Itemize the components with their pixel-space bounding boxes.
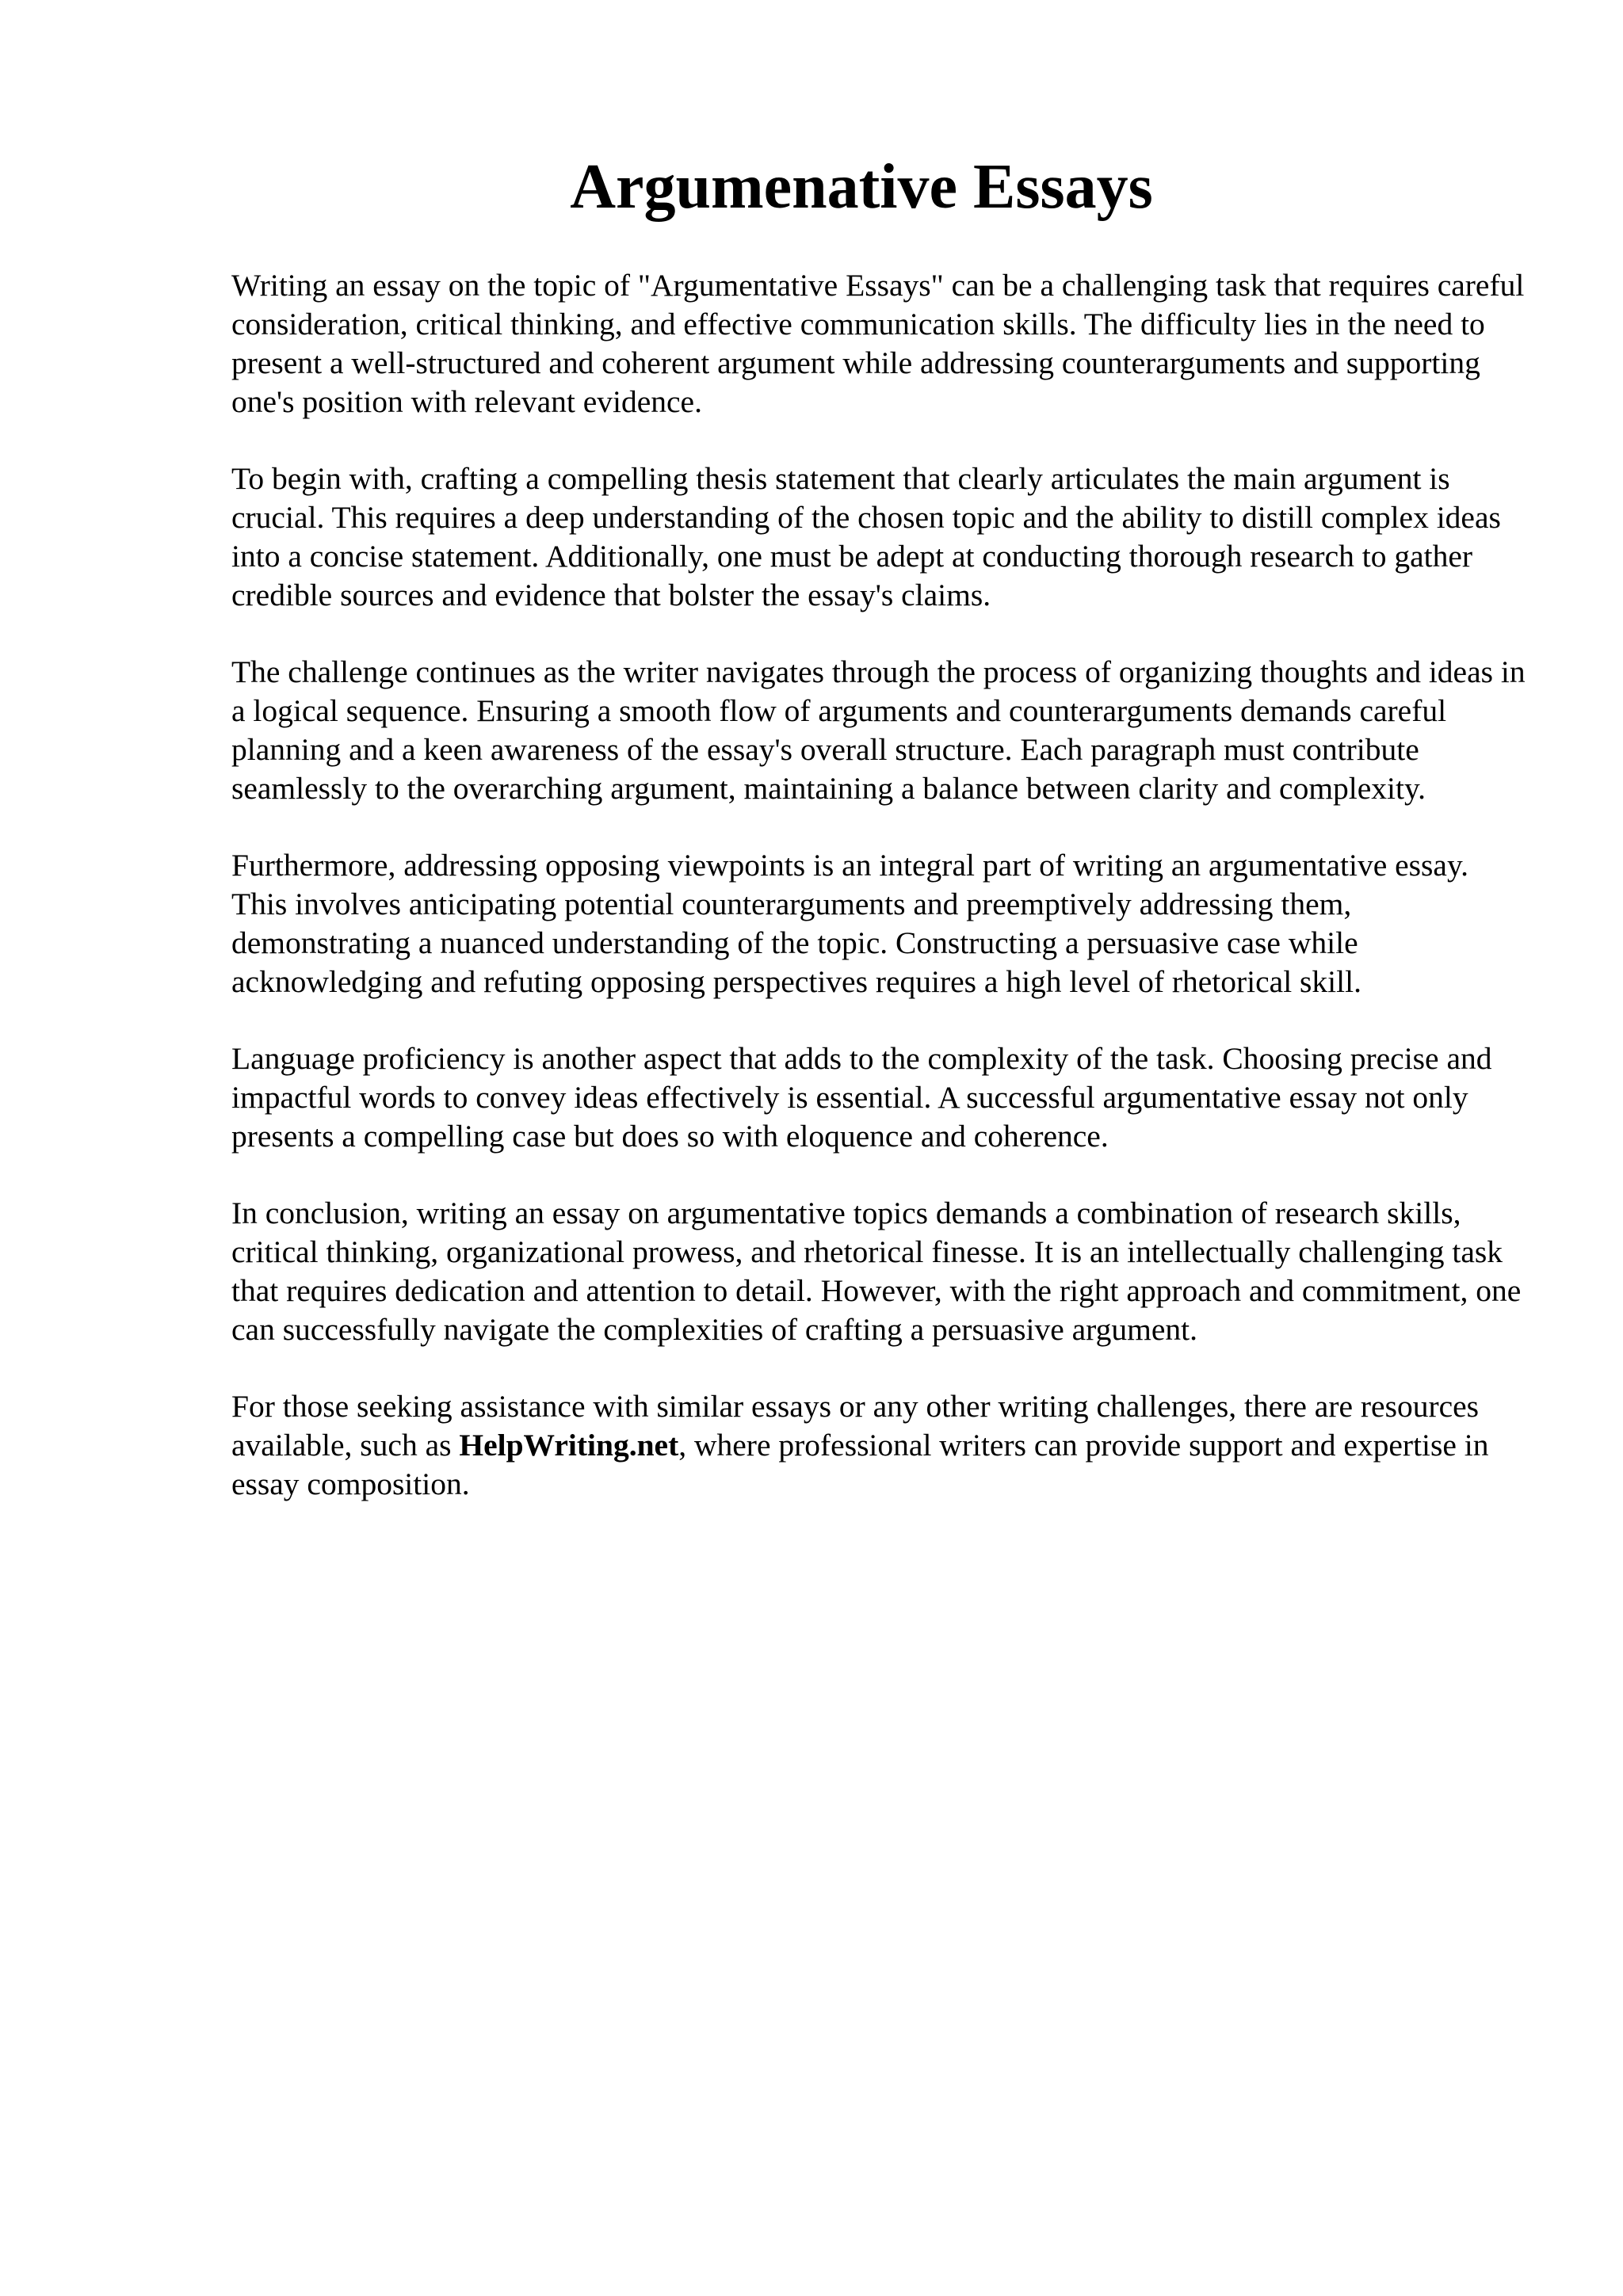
- paragraph-2: To begin with, crafting a compelling thesis statement that clearly articulates the main argument is crucial. This requires a deep understanding of the chosen topic and the ability to distill complex ideas into a concise statement. Additionally, one must be adept at conducting thorough research to gather credible sources and evidence that bolster the essay's claims.: [231, 461, 1501, 612]
- document-content: [231, 151, 1531, 1542]
- document-title: Argumenative Essays: [570, 152, 1153, 222]
- paragraph-7-text-after: , where professional writers can provide support and expertise in essay composition.: [231, 1428, 1489, 1501]
- paragraph-7: [231, 1387, 1531, 1504]
- paragraph-3: The challenge continues as the writer navigates through the process of organizing thoughts and ideas in a logical sequence. Ensuring a smooth flow of arguments and counterarguments demands careful planning and a keen awareness of the essay's overall structure. Each paragraph must contribute seamlessly to the overarching argument, maintaining a balance between clarity and complexity.: [231, 654, 1526, 806]
- helpwriting-link-text: HelpWriting.net: [459, 1428, 679, 1463]
- paragraph-7-text-before: For those seeking assistance with similar essays or any other writing challenges, there are resources available, such as: [231, 1389, 1480, 1463]
- paragraph-5: Language proficiency is another aspect that adds to the complexity of the task. Choosing precise and impactful words to convey ideas effectively is essential. A successful argumentative essay not only presents a compelling case but does so with eloquence and coherence.: [231, 1041, 1492, 1154]
- paragraph-6: In conclusion, writing an essay on argumentative topics demands a combination of research skills, critical thinking, organizational prowess, and rhetorical finesse. It is an intellectually challenging task that requires dedication and attention to detail. However, with the right approach and commitment, one can successfully navigate the complexities of crafting a persuasive argument.: [231, 1196, 1522, 1347]
- paragraph-1: Writing an essay on the topic of "Argumentative Essays" can be a challenging task that requires careful consideration, critical thinking, and effective communication skills. The difficulty lies in the need to present a well-structured and coherent argument while addressing counterarguments and supporting one's position with relevant evidence.: [231, 268, 1525, 419]
- paragraph-4: Furthermore, addressing opposing viewpoints is an integral part of writing an argumentative essay. This involves anticipating potential counterarguments and preemptively addressing them, demonstrating a nuanced understanding of the topic. Constructing a persuasive case while acknowledging and refuting opposing perspectives requires a high level of rhetorical skill.: [231, 848, 1469, 999]
